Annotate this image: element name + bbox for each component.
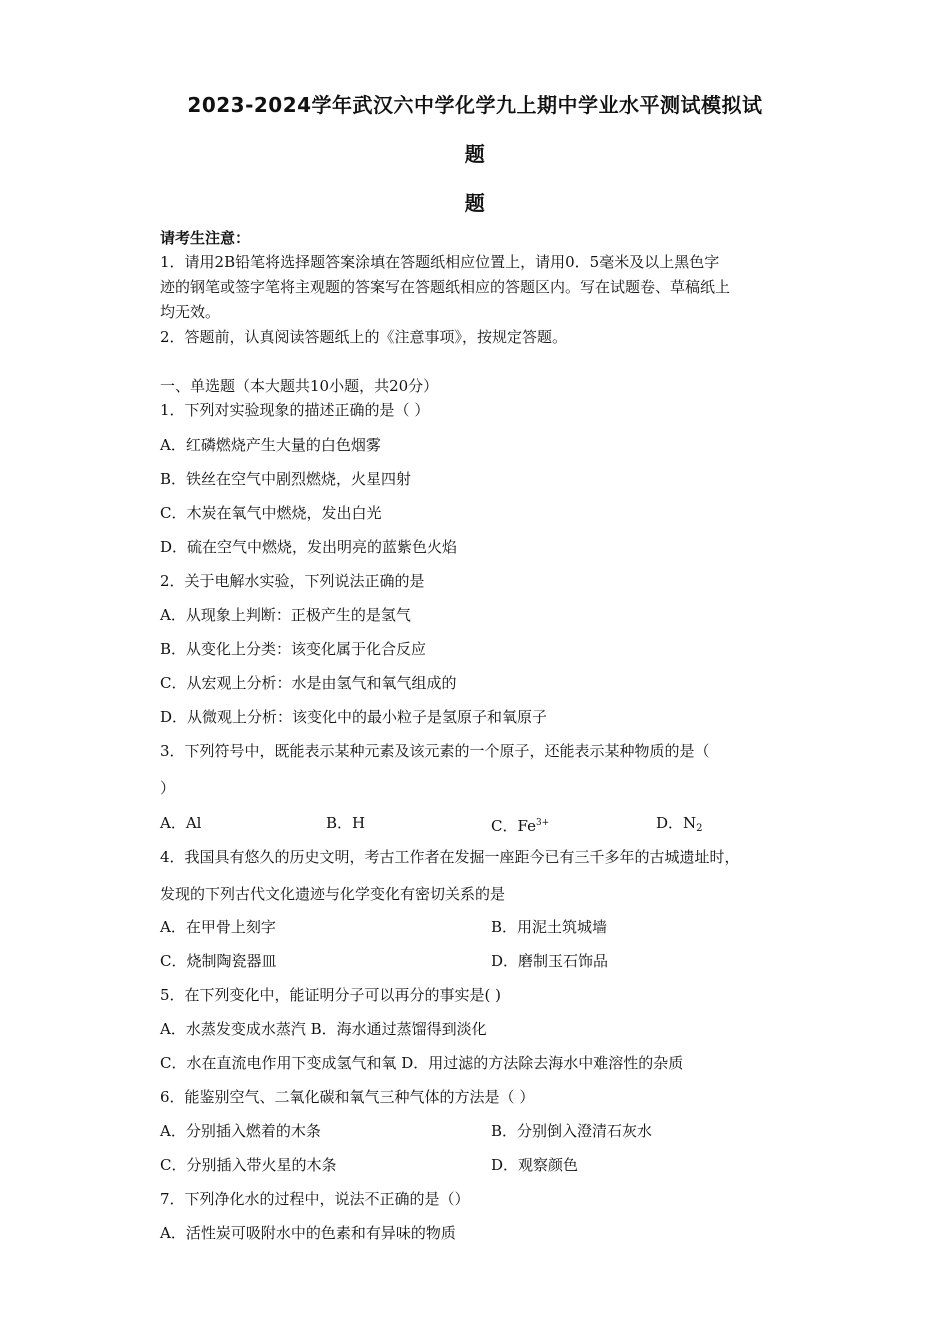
q7-stem: 7．下列净化水的过程中，说法不正确的是（） bbox=[160, 1190, 470, 1208]
notice-item1-line1: 1．请用2B铅笔将选择题答案涂填在答题纸相应位置上，请用0．5毫米及以上黑色字 bbox=[160, 253, 720, 271]
q6-stem: 6．能鉴别空气、二氧化碳和氧气三种气体的方法是（ ） bbox=[160, 1088, 535, 1106]
exam-title-line1: 2023-2024学年武汉六中学化学九上期中学业水平测试模拟试 bbox=[187, 93, 763, 117]
q1-option-a: A．红磷燃烧产生大量的白色烟雾 bbox=[160, 436, 381, 454]
q1-option-b: B．铁丝在空气中剧烈燃烧，火星四射 bbox=[160, 470, 412, 488]
q3-option-d bbox=[656, 813, 703, 839]
q6-option-a: A．分别插入燃着的木条 bbox=[160, 1122, 321, 1140]
q1-option-c: C．木炭在氧气中燃烧，发出白光 bbox=[160, 504, 382, 522]
q3-option-c bbox=[491, 813, 549, 836]
section1-heading: 一、单选题（本大题共10小题，共20分） bbox=[160, 377, 439, 395]
q3-option-d-text: D．N bbox=[656, 814, 697, 832]
q4-stem-line2: 发现的下列古代文化遗迹与化学变化有密切关系的是 bbox=[160, 885, 506, 903]
q6-option-d: D．观察颜色 bbox=[491, 1156, 579, 1174]
q5-options-ab: A．水蒸发变成水蒸汽 B．海水通过蒸馏得到淡化 bbox=[160, 1020, 487, 1038]
notice-item1-line2: 迹的钢笔或签字笔将主观题的答案写在答题纸相应的答题区内。写在试题卷、草稿纸上 bbox=[160, 278, 731, 296]
q5-options-cd: C．水在直流电作用下变成氢气和氧 D．用过滤的方法除去海水中难溶性的杂质 bbox=[160, 1054, 684, 1072]
q5-stem: 5．在下列变化中，能证明分子可以再分的事实是( ) bbox=[160, 986, 502, 1004]
q2-option-a: A．从现象上判断：正极产生的是氢气 bbox=[160, 606, 411, 624]
q4-option-d: D．磨制玉石饰品 bbox=[491, 952, 609, 970]
exam-title-line2: 题 bbox=[464, 142, 486, 166]
q1-option-d: D．硫在空气中燃烧，发出明亮的蓝紫色火焰 bbox=[160, 538, 458, 556]
notice-item1-line3: 均无效。 bbox=[160, 303, 221, 321]
q4-option-b: B．用泥土筑城墙 bbox=[491, 918, 608, 936]
exam-title-line3: 题 bbox=[464, 191, 486, 215]
q3-stem-line1: 3．下列符号中，既能表示某种元素及该元素的一个原子，还能表示某种物质的是（ bbox=[160, 742, 710, 760]
q4-option-c: C．烧制陶瓷器皿 bbox=[160, 952, 277, 970]
q2-option-b: B．从变化上分类：该变化属于化合反应 bbox=[160, 640, 427, 658]
q4-stem-line1: 4．我国具有悠久的历史文明，考古工作者在发掘一座距今已有三千多年的古城遗址时， bbox=[160, 848, 740, 866]
q3-option-c-text: C．Fe bbox=[491, 817, 536, 835]
q1-stem: 1．下列对实验现象的描述正确的是（ ） bbox=[160, 401, 430, 419]
q2-option-d: D．从微观上分析：该变化中的最小粒子是氢原子和氧原子 bbox=[160, 708, 548, 726]
notice-item2: 2．答题前，认真阅读答题纸上的《注意事项》，按规定答题。 bbox=[160, 328, 568, 346]
q6-option-b: B．分别倒入澄清石灰水 bbox=[491, 1122, 653, 1140]
q6-option-c: C．分别插入带火星的木条 bbox=[160, 1156, 337, 1174]
notice-heading: 请考生注意： bbox=[160, 229, 251, 247]
q3-stem-line2: ） bbox=[160, 779, 176, 797]
q4-option-a: A．在甲骨上刻字 bbox=[160, 918, 276, 936]
q2-stem: 2．关于电解水实验，下列说法正确的是 bbox=[160, 572, 425, 590]
q3-option-b: B．H bbox=[326, 814, 366, 832]
q2-option-c: C．从宏观上分析：水是由氢气和氧气组成的 bbox=[160, 674, 457, 692]
q7-option-a: A．活性炭可吸附水中的色素和有异味的物质 bbox=[160, 1224, 456, 1242]
q3-option-a: A．Al bbox=[160, 814, 202, 832]
q3-option-c-charge: 3+ bbox=[535, 818, 550, 828]
q3-option-d-subscript: 2 bbox=[696, 823, 703, 834]
